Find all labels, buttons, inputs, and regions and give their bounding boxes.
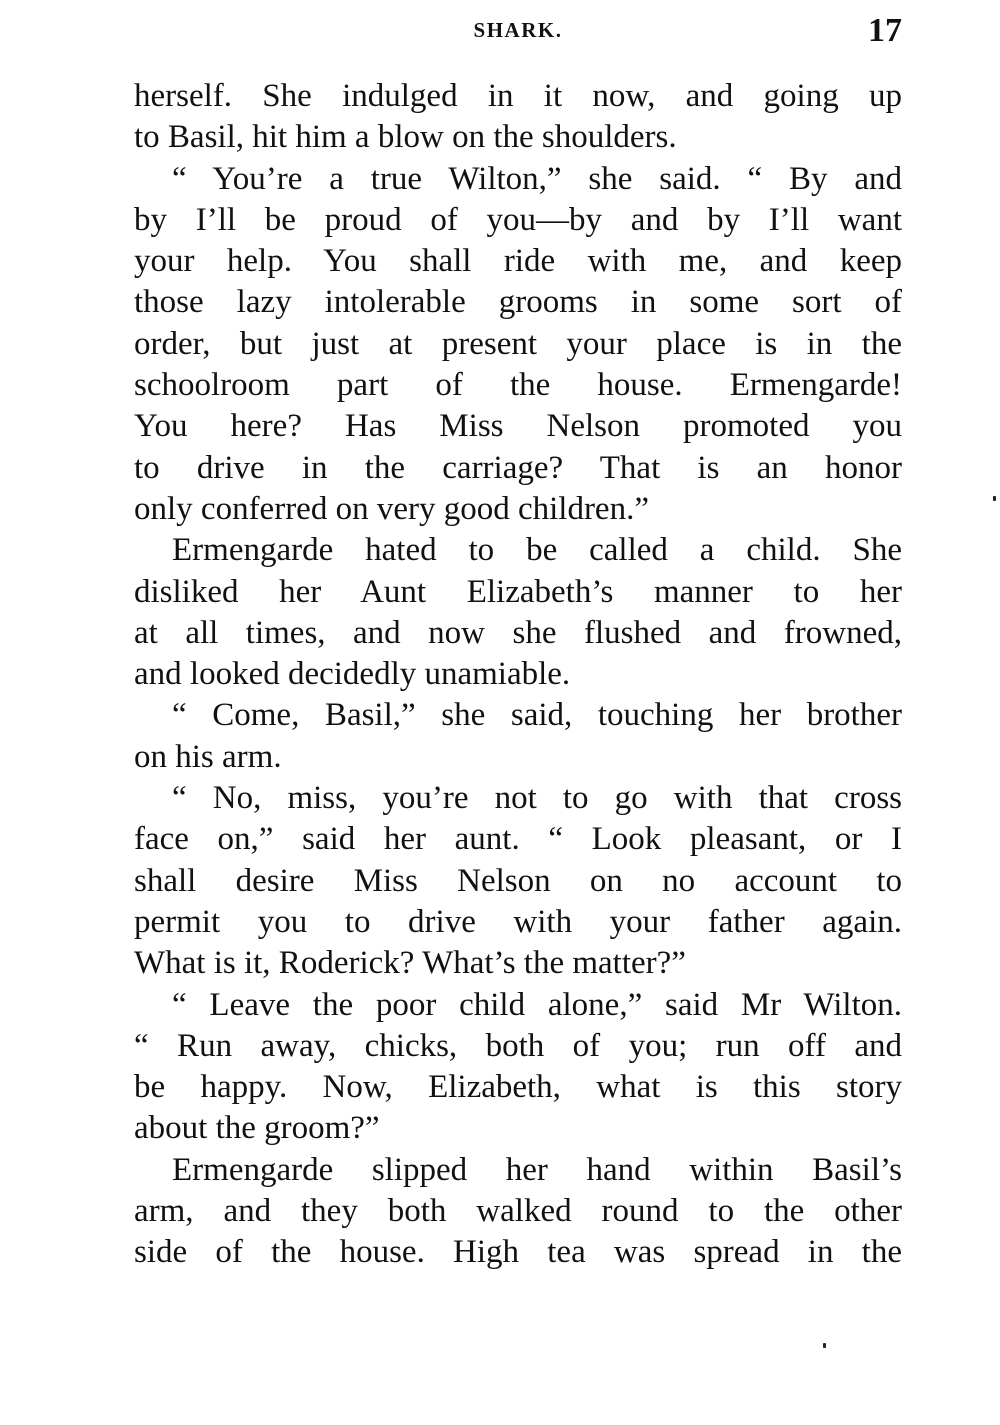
- text-line: What is it, Roderick? What’s the matter?”: [134, 945, 686, 982]
- text-line: on his arm.: [134, 738, 282, 775]
- text-line: “ Come, Basil,” she said, touching her brother: [172, 697, 902, 734]
- print-speck: [823, 1343, 826, 1348]
- text-line: be happy. Now, Elizabeth, what is this story: [134, 1069, 902, 1106]
- text-line: to Basil, hit him a blow on the shoulders.: [134, 119, 677, 156]
- running-title: SHARK.: [473, 18, 563, 42]
- text-line: to drive in the carriage? That is an honor: [134, 449, 902, 486]
- text-line: those lazy intolerable grooms in some sort of: [134, 284, 902, 321]
- text-line: Ermengarde hated to be called a child. She: [172, 532, 902, 569]
- text-line: “ Run away, chicks, both of you; run off and: [134, 1027, 902, 1064]
- text-line: schoolroom part of the house. Ermengarde!: [134, 367, 902, 404]
- text-line: your help. You shall ride with me, and keep: [134, 243, 902, 280]
- text-line: face on,” said her aunt. “ Look pleasant, or I: [134, 821, 902, 858]
- text-line: only conferred on very good children.”: [134, 490, 649, 527]
- text-line: “ Leave the poor child alone,” said Mr Wilton.: [172, 986, 902, 1023]
- text-line: permit you to drive with your father again.: [134, 903, 902, 940]
- text-line: Ermengarde slipped her hand within Basil’s: [172, 1151, 902, 1188]
- body-text: [134, 76, 902, 1274]
- text-line: order, but just at present your place is in the: [134, 325, 902, 362]
- text-line: herself. She indulged in it now, and going up: [134, 78, 902, 114]
- text-line: You here? Has Miss Nelson promoted you: [134, 408, 902, 445]
- text-line: side of the house. High tea was spread in the: [134, 1234, 902, 1271]
- text-line: about the groom?”: [134, 1110, 380, 1147]
- text-line: “ No, miss, you’re not to go with that cross: [172, 780, 902, 817]
- text-line: “ You’re a true Wilton,” she said. “ By and: [172, 160, 902, 197]
- text-line: at all times, and now she flushed and frowned,: [134, 614, 902, 651]
- print-speck: [993, 496, 996, 501]
- running-head: [134, 12, 902, 52]
- text-line: disliked her Aunt Elizabeth’s manner to her: [134, 573, 902, 610]
- text-line: arm, and they both walked round to the other: [134, 1193, 902, 1230]
- page-number: 17: [868, 12, 902, 49]
- text-line: by I’ll be proud of you—by and by I’ll want: [134, 201, 902, 238]
- text-line: shall desire Miss Nelson on no account to: [134, 862, 902, 899]
- text-line: and looked decidedly unamiable.: [134, 656, 571, 693]
